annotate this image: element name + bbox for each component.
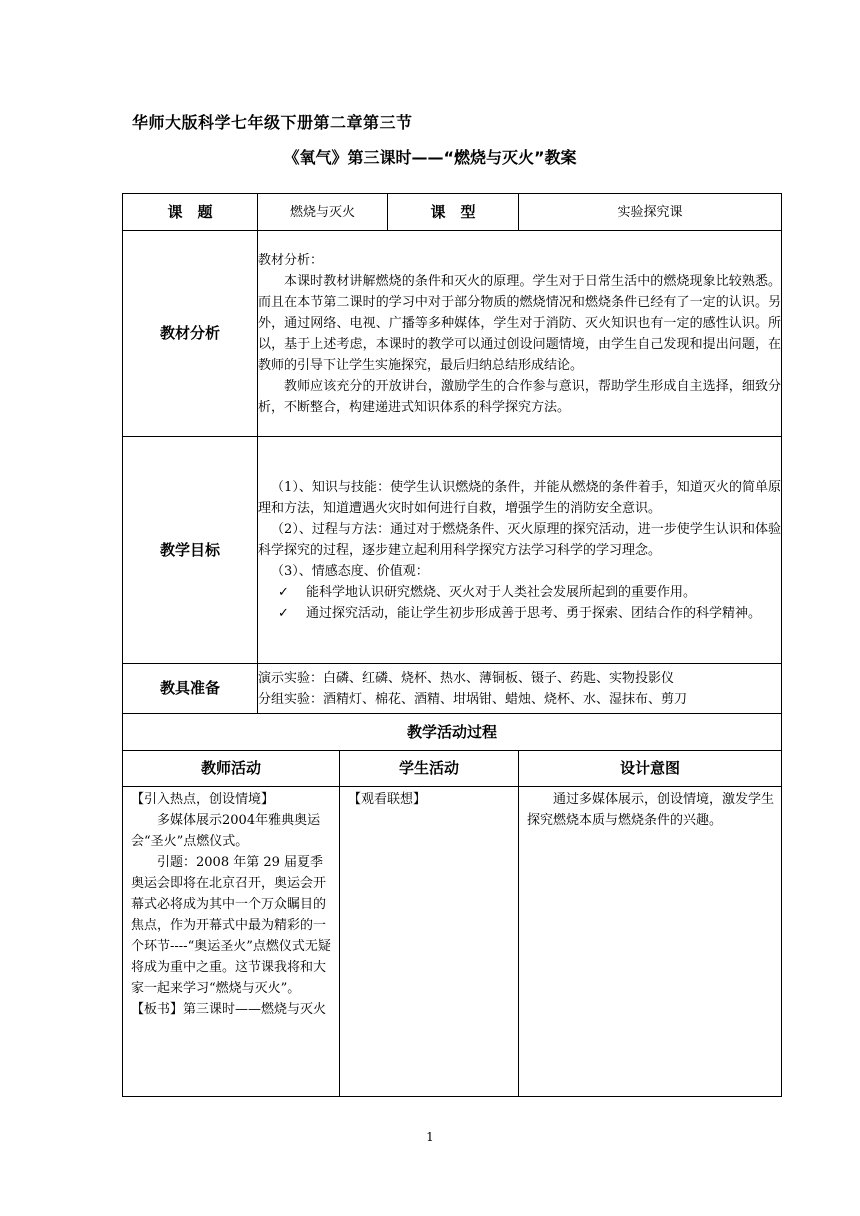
type-value-cell (519, 194, 782, 231)
student-activity-cell (340, 787, 519, 1097)
goal-check-text-2: 通过探究活动，能让学生初步形成善于思考、勇于探索、团结合作的科学精神。 (306, 605, 762, 621)
material-label: 教材分析 (159, 324, 220, 342)
page-number: 1 (426, 1130, 434, 1144)
course-value: 燃烧与灭火 (290, 204, 356, 220)
course-label-cell (123, 194, 258, 231)
goals-label-cell (123, 437, 258, 664)
material-paragraph-2: 教师应该充分的开放讲台，激励学生的合作参与意识，帮助学生形成自主选择，细致分析，不断整合，构建递进式知识体系的科学探究方法。 (258, 378, 782, 415)
equipment-group: 分组实验：酒精灯、棉花、酒精、坩埚钳、蜡烛、烧杯、水、湿抹布、剪刀 (258, 691, 688, 707)
course-value-cell (258, 194, 388, 231)
goal-check-item (278, 582, 781, 603)
checkmark-icon: ✓ (278, 584, 289, 600)
document-title: 华师大版科学七年级下册第二章第三节 (132, 113, 413, 132)
lesson-plan-table (122, 193, 782, 1097)
student-activity-text: 【观看联想】 (348, 792, 427, 807)
teacher-activity-cell (123, 787, 340, 1097)
intent-column-label: 设计意图 (620, 759, 681, 777)
material-paragraph-1: 本课时教材讲解燃烧的条件和灭火的原理。学生对于日常生活中的燃烧现象比较熟悉。而且在本节第二课时的学习中对于部分物质的燃烧情况和燃烧条件已经有了一定的认识。另外，通过网络、电视、广播等多种媒体，学生对于消防、灭火知识也有一定的感性认识。所以，基于上述考虑，本课时的教学可以通过创设问题情境，由学生自己发现和提出问题，在教师的引导下让学生实施探究，最后归纳总结形成结论。 (258, 273, 782, 373)
teacher-paragraph-1: 多媒体展示2004年雅典奥运会“圣火”点燃仪式。 (131, 813, 321, 849)
equipment-label-cell (123, 664, 258, 714)
equipment-row (123, 664, 782, 714)
design-intent-cell (519, 787, 782, 1097)
type-value: 实验探究课 (617, 204, 683, 220)
material-label-cell (123, 231, 258, 437)
student-column-label: 学生活动 (399, 759, 460, 777)
process-heading-cell (123, 714, 782, 751)
equipment-demo: 演示实验：白磷、红磷、烧杯、热水、薄铜板、镊子、药匙、实物投影仪 (258, 670, 675, 686)
column-header-intent (519, 751, 782, 787)
column-header-row (123, 751, 782, 787)
teacher-heading-2: 【板书】第三课时——燃烧与灭火 (131, 1002, 327, 1017)
goal-attitude: （3）、情感态度、价值观： (271, 563, 429, 579)
process-heading-row (123, 714, 782, 751)
course-row (123, 194, 782, 231)
material-heading: 教材分析： (258, 252, 324, 268)
equipment-label: 教具准备 (159, 679, 220, 697)
goal-check-text-1: 能科学地认识研究燃烧、灭火对于人类社会发展所起到的重要作用。 (306, 584, 697, 600)
column-header-teacher (123, 751, 340, 787)
equipment-content-cell (258, 664, 782, 714)
goal-check-item (278, 603, 781, 624)
goal-process: （2）、过程与方法：通过对于燃烧条件、灭火原理的探究活动，进一步使学生认识和体验科学探究的过程，逐步建立起利用科学探究方法学习科学的学习理念。 (258, 521, 782, 558)
material-row (123, 231, 782, 437)
design-intent-text: 通过多媒体展示，创设情境，激发学生探究燃烧本质与燃烧条件的兴趣。 (527, 792, 775, 828)
teacher-column-label: 教师活动 (200, 759, 261, 777)
goal-knowledge: （1）、知识与技能：使学生认识燃烧的条件，并能从燃烧的条件着手，知道灭火的简单原理和方法，知道遭遇火灾时如何进行自救，增强学生的消防安全意识。 (258, 479, 782, 516)
process-heading: 教学活动过程 (407, 722, 498, 741)
goals-label: 教学目标 (159, 540, 220, 559)
type-label: 课 型 (430, 202, 476, 221)
teacher-paragraph-2: 引题：2008 年第 29 届夏季奥运会即将在北京召开，奥运会开幕式必将成为其中一个万众瞩目的焦点，作为开幕式中最为精彩的一个环节----“奥运圣火”点燃仪式无疑将成为重中之重。这节课我将和大家一起来学习“燃烧与灭火”。 (131, 855, 331, 996)
column-header-student (340, 751, 519, 787)
course-label: 课 题 (167, 202, 213, 221)
type-label-cell (388, 194, 519, 231)
material-content-cell (258, 231, 782, 437)
goals-row (123, 437, 782, 664)
document-subtitle: 《氧气》第三课时——“燃烧与灭火”教案 (283, 148, 577, 167)
goals-content-cell (258, 437, 782, 664)
activity-row (123, 787, 782, 1097)
checkmark-icon: ✓ (278, 605, 289, 621)
teacher-heading-1: 【引入热点，创设情境】 (131, 792, 275, 807)
